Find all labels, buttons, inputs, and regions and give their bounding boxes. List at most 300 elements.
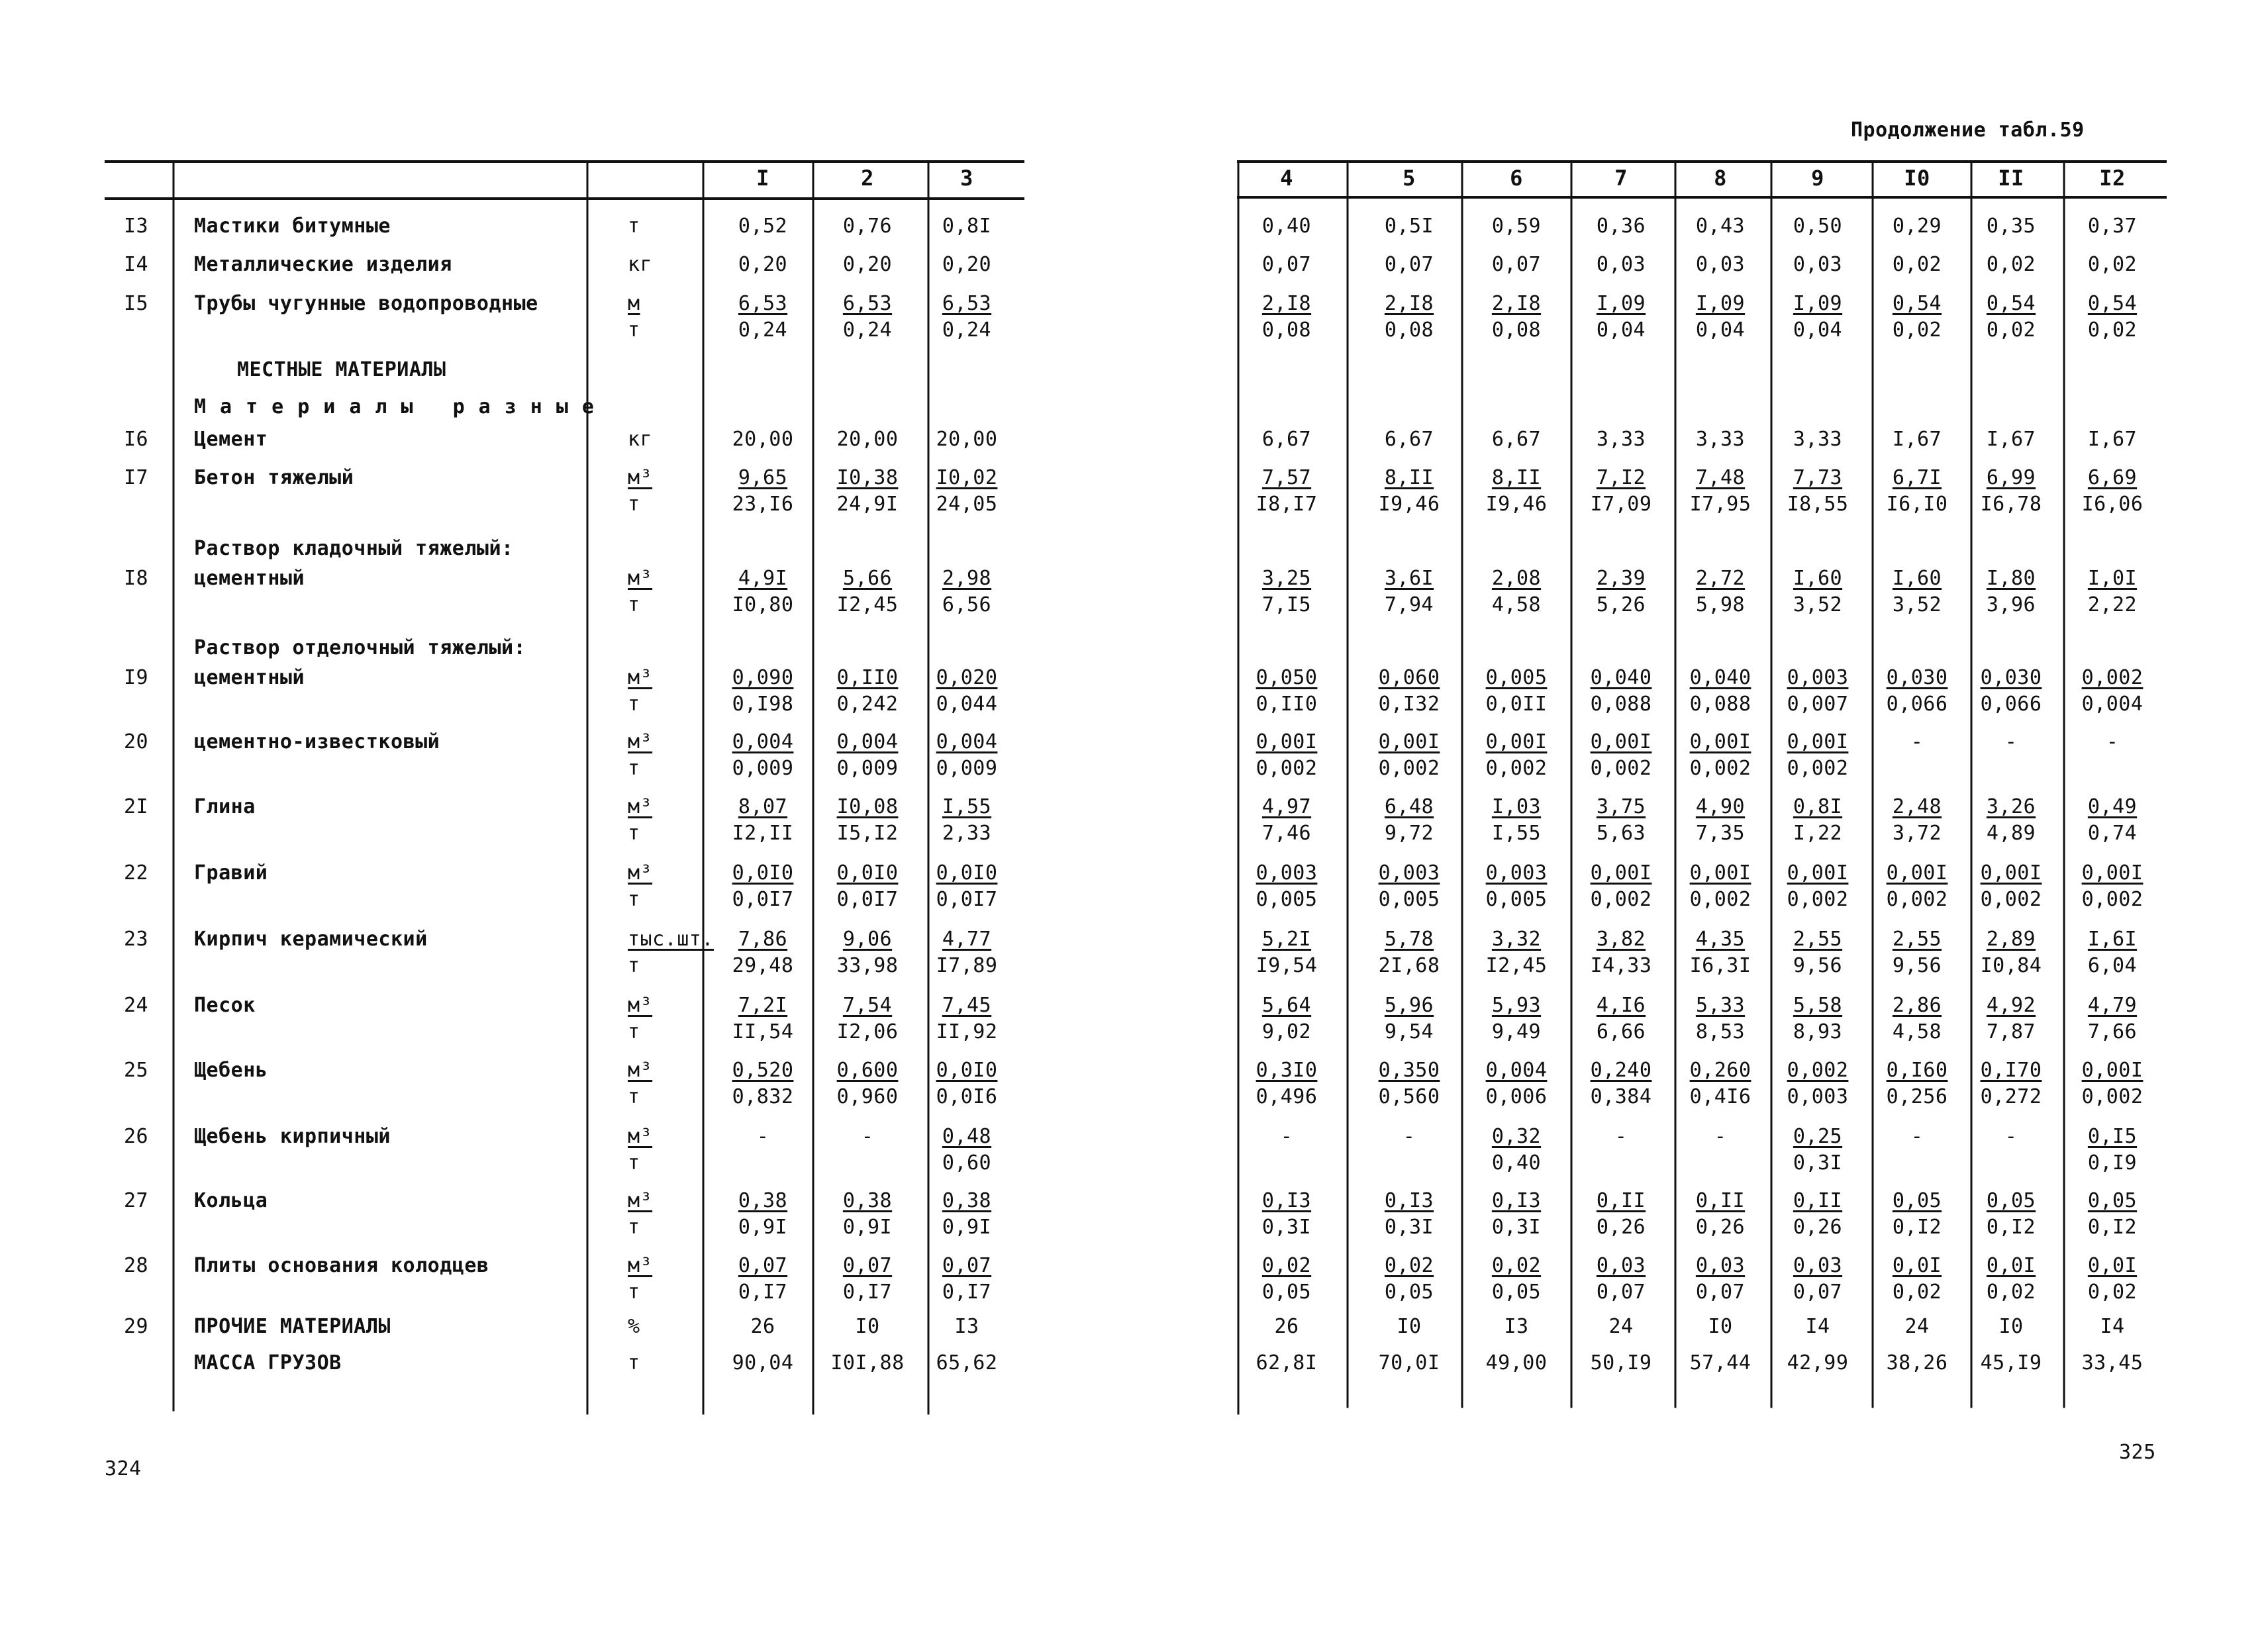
row-number: I5 bbox=[124, 292, 149, 315]
unit-label: т bbox=[628, 1351, 640, 1375]
value-cell: 0,02 bbox=[1892, 1280, 1942, 1304]
value-cell: 5,93 bbox=[1491, 994, 1542, 1017]
value-cell: 0,00I bbox=[1787, 861, 1849, 885]
value-cell: 0,52 bbox=[738, 215, 788, 238]
value-cell: 5,26 bbox=[1596, 593, 1646, 616]
value-cell: 0,002 bbox=[1590, 757, 1652, 780]
column-header: 6 bbox=[1510, 166, 1523, 191]
value-cell: I7,95 bbox=[1689, 493, 1751, 516]
unit-label: м³ bbox=[628, 1125, 653, 1148]
value-cell: 65,62 bbox=[936, 1351, 998, 1375]
value-cell: 7,73 bbox=[1793, 466, 1843, 489]
value-cell: 0,54 bbox=[1986, 292, 2036, 315]
value-cell: 0,05 bbox=[1986, 1189, 2036, 1212]
value-cell: 0,08 bbox=[1261, 318, 1312, 342]
value-cell: 0,002 bbox=[1256, 757, 1318, 780]
row-number: I6 bbox=[124, 428, 149, 451]
value-cell: 0,07 bbox=[942, 1254, 992, 1277]
value-cell: 0,005 bbox=[1485, 888, 1548, 911]
value-cell: 0,I9 bbox=[2087, 1151, 2138, 1175]
value-cell: 2I,68 bbox=[1378, 954, 1440, 977]
value-cell: - bbox=[1910, 1125, 1924, 1148]
value-cell: 0,9I bbox=[738, 1216, 788, 1239]
value-cell: 26 bbox=[1274, 1315, 1299, 1338]
value-cell: 2,39 bbox=[1596, 567, 1646, 590]
value-cell: 6,67 bbox=[1384, 428, 1434, 451]
value-cell: 0,II0 bbox=[1256, 693, 1318, 716]
value-cell: 0,0I6 bbox=[936, 1085, 998, 1108]
value-cell: 0,02 bbox=[2087, 253, 2138, 276]
unit-label: м³ bbox=[628, 567, 653, 590]
row-number: 28 bbox=[124, 1254, 149, 1277]
value-cell: 0,I32 bbox=[1378, 693, 1440, 716]
value-cell: 0,0I7 bbox=[836, 888, 899, 911]
column-header: 8 bbox=[1714, 166, 1727, 191]
unit-label: т bbox=[628, 1085, 640, 1108]
value-cell: 0,I3 bbox=[1261, 1189, 1312, 1212]
value-cell: 4,97 bbox=[1261, 795, 1312, 818]
value-cell: 0,02 bbox=[1892, 253, 1942, 276]
column-header: 4 bbox=[1280, 166, 1293, 191]
value-cell: 8,93 bbox=[1793, 1020, 1843, 1043]
value-cell: 3,96 bbox=[1986, 593, 2036, 616]
value-cell: 0,08 bbox=[1384, 318, 1434, 342]
value-cell: 0,004 bbox=[2081, 693, 2144, 716]
value-cell: 0,02 bbox=[1491, 1254, 1542, 1277]
column-header: I0 bbox=[1904, 166, 1930, 191]
value-cell: 0,07 bbox=[1793, 1280, 1843, 1304]
value-cell: 29,48 bbox=[732, 954, 794, 977]
value-cell: - bbox=[756, 1125, 769, 1148]
value-cell: 0,560 bbox=[1378, 1085, 1440, 1108]
value-cell: 0,0I bbox=[1892, 1254, 1942, 1277]
value-cell: I,60 bbox=[1793, 567, 1843, 590]
value-cell: 0,030 bbox=[1980, 666, 2042, 689]
unit-label: тыс.шт. bbox=[628, 928, 714, 951]
value-cell: 0,0I0 bbox=[732, 861, 794, 885]
value-cell: 4,79 bbox=[2087, 994, 2138, 1017]
section-heading: МЕСТНЫЕ МАТЕРИАЛЫ bbox=[237, 358, 446, 381]
value-cell: - bbox=[1910, 730, 1924, 753]
value-cell: 0,I2 bbox=[2087, 1216, 2138, 1239]
value-cell: 9,56 bbox=[1892, 954, 1942, 977]
value-cell: 8,II bbox=[1384, 466, 1434, 489]
value-cell: 0,07 bbox=[1596, 1280, 1646, 1304]
value-cell: I,67 bbox=[1892, 428, 1942, 451]
value-cell: 0,20 bbox=[842, 253, 893, 276]
unit-label: т bbox=[628, 1216, 640, 1239]
value-cell: 0,0I bbox=[1986, 1254, 2036, 1277]
value-cell: 7,46 bbox=[1261, 822, 1312, 845]
value-cell: 0,496 bbox=[1256, 1085, 1318, 1108]
value-cell: 0,32 bbox=[1491, 1125, 1542, 1148]
value-cell: 0,54 bbox=[1892, 292, 1942, 315]
value-cell: 0,044 bbox=[936, 693, 998, 716]
value-cell: 0,006 bbox=[1485, 1085, 1548, 1108]
value-cell: 3,25 bbox=[1261, 567, 1312, 590]
unit-label: т bbox=[628, 757, 640, 780]
value-cell: 0,I70 bbox=[1980, 1059, 2042, 1082]
value-cell: 0,00I bbox=[2081, 1059, 2144, 1082]
value-cell: 0,0I7 bbox=[732, 888, 794, 911]
value-cell: 0,060 bbox=[1378, 666, 1440, 689]
value-cell: 0,004 bbox=[732, 730, 794, 753]
value-cell: I0,84 bbox=[1980, 954, 2042, 977]
section-heading: Раствор отделочный тяжелый: bbox=[194, 636, 526, 659]
value-cell: 0,40 bbox=[1491, 1151, 1542, 1175]
row-name: цементный bbox=[194, 666, 305, 689]
value-cell: 0,02 bbox=[2087, 1280, 2138, 1304]
value-cell: 4,58 bbox=[1892, 1020, 1942, 1043]
row-name: МАССА ГРУЗОВ bbox=[194, 1351, 342, 1375]
value-cell: 0,59 bbox=[1491, 215, 1542, 238]
value-cell: 3,33 bbox=[1596, 428, 1646, 451]
value-cell: I0,80 bbox=[732, 593, 794, 616]
unit-label: т bbox=[628, 888, 640, 911]
value-cell: 0,960 bbox=[836, 1085, 899, 1108]
column-header: 5 bbox=[1403, 166, 1416, 191]
value-cell: 33,98 bbox=[836, 954, 899, 977]
row-name: Мастики битумные bbox=[194, 215, 391, 238]
row-name: Цемент bbox=[194, 428, 268, 451]
value-cell: 0,76 bbox=[842, 215, 893, 238]
value-cell: 0,00I bbox=[1689, 730, 1751, 753]
value-cell: 7,48 bbox=[1695, 466, 1746, 489]
value-cell: 0,08 bbox=[1491, 318, 1542, 342]
value-cell: I7,09 bbox=[1590, 493, 1652, 516]
value-cell: 24,05 bbox=[936, 493, 998, 516]
row-number: I7 bbox=[124, 466, 149, 489]
value-cell: 0,004 bbox=[836, 730, 899, 753]
value-cell: I6,78 bbox=[1980, 493, 2042, 516]
value-cell: 2,98 bbox=[942, 567, 992, 590]
value-cell: 4,92 bbox=[1986, 994, 2036, 1017]
value-cell: 7,I5 bbox=[1261, 593, 1312, 616]
value-cell: 33,45 bbox=[2081, 1351, 2144, 1375]
value-cell: 0,26 bbox=[1695, 1216, 1746, 1239]
value-cell: 5,64 bbox=[1261, 994, 1312, 1017]
value-cell: 3,52 bbox=[1892, 593, 1942, 616]
value-cell: 9,06 bbox=[842, 928, 893, 951]
value-cell: 0,38 bbox=[842, 1189, 893, 1212]
value-cell: 0,38 bbox=[942, 1189, 992, 1212]
value-cell: 0,007 bbox=[1787, 693, 1849, 716]
value-cell: 2,48 bbox=[1892, 795, 1942, 818]
value-cell: 6,48 bbox=[1384, 795, 1434, 818]
value-cell: 0,02 bbox=[2087, 318, 2138, 342]
row-name: цементный bbox=[194, 567, 305, 590]
value-cell: 0,832 bbox=[732, 1085, 794, 1108]
unit-label: м³ bbox=[628, 795, 653, 818]
value-cell: - bbox=[1614, 1125, 1628, 1148]
value-cell: I3 bbox=[1504, 1315, 1529, 1338]
value-cell: - bbox=[1714, 1125, 1727, 1148]
value-cell: 0,I60 bbox=[1886, 1059, 1948, 1082]
value-cell: 0,020 bbox=[936, 666, 998, 689]
unit-label: м³ bbox=[628, 1189, 653, 1212]
row-name: Трубы чугунные водопроводные bbox=[194, 292, 538, 315]
value-cell: 2,72 bbox=[1695, 567, 1746, 590]
value-cell: 0,066 bbox=[1980, 693, 2042, 716]
value-cell: 0,I98 bbox=[732, 693, 794, 716]
row-number: 25 bbox=[124, 1059, 149, 1082]
value-cell: 70,0I bbox=[1378, 1351, 1440, 1375]
value-cell: I,09 bbox=[1695, 292, 1746, 315]
value-cell: 0,04 bbox=[1695, 318, 1746, 342]
row-name: Плиты основания колодцев bbox=[194, 1254, 489, 1277]
value-cell: 6,53 bbox=[738, 292, 788, 315]
value-cell: I4,33 bbox=[1590, 954, 1652, 977]
value-cell: 3,6I bbox=[1384, 567, 1434, 590]
value-cell: 9,02 bbox=[1261, 1020, 1312, 1043]
value-cell: 0,36 bbox=[1596, 215, 1646, 238]
row-number: I8 bbox=[124, 567, 149, 590]
value-cell: 0,04 bbox=[1793, 318, 1843, 342]
value-cell: 0,03 bbox=[1596, 253, 1646, 276]
value-cell: 20,00 bbox=[936, 428, 998, 451]
value-cell: 0,003 bbox=[1787, 1085, 1849, 1108]
value-cell: 0,02 bbox=[1986, 253, 2036, 276]
value-cell: 0,050 bbox=[1256, 666, 1318, 689]
value-cell: 38,26 bbox=[1886, 1351, 1948, 1375]
value-cell: 4,35 bbox=[1695, 928, 1746, 951]
value-cell: 0,03 bbox=[1793, 1254, 1843, 1277]
unit-label: м³ bbox=[628, 666, 653, 689]
value-cell: 3,52 bbox=[1793, 593, 1843, 616]
value-cell: 0,003 bbox=[1256, 861, 1318, 885]
value-cell: 0,030 bbox=[1886, 666, 1948, 689]
value-cell: I,55 bbox=[1491, 822, 1542, 845]
value-cell: 24 bbox=[1608, 1315, 1634, 1338]
value-cell: 0,003 bbox=[1378, 861, 1440, 885]
value-cell: I2,45 bbox=[836, 593, 899, 616]
value-cell: 6,66 bbox=[1596, 1020, 1646, 1043]
value-cell: II,92 bbox=[936, 1020, 998, 1043]
value-cell: 0,003 bbox=[1787, 666, 1849, 689]
value-cell: 5,58 bbox=[1793, 994, 1843, 1017]
value-cell: 0,00I bbox=[1485, 730, 1548, 753]
value-cell: 0,002 bbox=[2081, 1085, 2144, 1108]
value-cell: 0,4I6 bbox=[1689, 1085, 1751, 1108]
value-cell: 0,260 bbox=[1689, 1059, 1751, 1082]
value-cell: 0,3I bbox=[1491, 1216, 1542, 1239]
value-cell: 0,040 bbox=[1689, 666, 1751, 689]
value-cell: 7,66 bbox=[2087, 1020, 2138, 1043]
value-cell: I4 bbox=[1805, 1315, 1830, 1338]
value-cell: 6,53 bbox=[842, 292, 893, 315]
column-header: 9 bbox=[1811, 166, 1824, 191]
page-number-right: 325 bbox=[2119, 1441, 2156, 1464]
value-cell: I0I,88 bbox=[830, 1351, 905, 1375]
unit-label: м³ bbox=[628, 861, 653, 885]
value-cell: I7,89 bbox=[936, 954, 998, 977]
unit-label: м³ bbox=[628, 1254, 653, 1277]
value-cell: I,09 bbox=[1596, 292, 1646, 315]
value-cell: 4,90 bbox=[1695, 795, 1746, 818]
value-cell: 0,004 bbox=[936, 730, 998, 753]
value-cell: 0,I5 bbox=[2087, 1125, 2138, 1148]
unit-label: т bbox=[628, 1280, 640, 1304]
unit-label: м³ bbox=[628, 466, 653, 489]
row-name: Щебень bbox=[194, 1059, 268, 1082]
value-cell: 4,I6 bbox=[1596, 994, 1646, 1017]
value-cell: I0,38 bbox=[836, 466, 899, 489]
unit-label: т bbox=[628, 593, 640, 616]
value-cell: 0,07 bbox=[738, 1254, 788, 1277]
value-cell: 0,009 bbox=[732, 757, 794, 780]
value-cell: 0,03 bbox=[1695, 253, 1746, 276]
value-cell: 0,009 bbox=[836, 757, 899, 780]
value-cell: 0,3I bbox=[1261, 1216, 1312, 1239]
value-cell: 0,54 bbox=[2087, 292, 2138, 315]
row-number: 23 bbox=[124, 928, 149, 951]
unit-label: т bbox=[628, 822, 640, 845]
value-cell: 0,20 bbox=[942, 253, 992, 276]
value-cell: 2,89 bbox=[1986, 928, 2036, 951]
value-cell: 0,50 bbox=[1793, 215, 1843, 238]
value-cell: 0,00I bbox=[1787, 730, 1849, 753]
value-cell: 26 bbox=[750, 1315, 775, 1338]
value-cell: 0,00I bbox=[1590, 861, 1652, 885]
value-cell: 0,8I bbox=[942, 215, 992, 238]
value-cell: 6,53 bbox=[942, 292, 992, 315]
value-cell: 0,03 bbox=[1793, 253, 1843, 276]
value-cell: 0,I2 bbox=[1986, 1216, 2036, 1239]
value-cell: I9,46 bbox=[1485, 493, 1548, 516]
value-cell: 0,07 bbox=[1261, 253, 1312, 276]
value-cell: 0,9I bbox=[842, 1216, 893, 1239]
value-cell: 0,350 bbox=[1378, 1059, 1440, 1082]
value-cell: 7,54 bbox=[842, 994, 893, 1017]
value-cell: 5,66 bbox=[842, 567, 893, 590]
value-cell: 9,49 bbox=[1491, 1020, 1542, 1043]
value-cell: 7,45 bbox=[942, 994, 992, 1017]
value-cell: 0,II bbox=[1596, 1189, 1646, 1212]
value-cell: I,6I bbox=[2087, 928, 2138, 951]
value-cell: 0,0I bbox=[2087, 1254, 2138, 1277]
value-cell: 0,004 bbox=[1485, 1059, 1548, 1082]
value-cell: 0,242 bbox=[836, 693, 899, 716]
value-cell: - bbox=[861, 1125, 874, 1148]
value-cell: 0,003 bbox=[1485, 861, 1548, 885]
value-cell: 3,33 bbox=[1695, 428, 1746, 451]
value-cell: 0,02 bbox=[1261, 1254, 1312, 1277]
value-cell: 4,58 bbox=[1491, 593, 1542, 616]
unit-label: м³ bbox=[628, 730, 653, 753]
value-cell: 5,98 bbox=[1695, 593, 1746, 616]
value-cell: 0,II bbox=[1793, 1189, 1843, 1212]
value-cell: 6,67 bbox=[1261, 428, 1312, 451]
value-cell: 2,55 bbox=[1892, 928, 1942, 951]
value-cell: 0,74 bbox=[2087, 822, 2138, 845]
value-cell: 49,00 bbox=[1485, 1351, 1548, 1375]
value-cell: 3,82 bbox=[1596, 928, 1646, 951]
value-cell: 0,05 bbox=[2087, 1189, 2138, 1212]
value-cell: 0,002 bbox=[1787, 757, 1849, 780]
value-cell: 2,86 bbox=[1892, 994, 1942, 1017]
value-cell: 2,33 bbox=[942, 822, 992, 845]
unit-label: м bbox=[628, 292, 640, 315]
value-cell: 0,005 bbox=[1256, 888, 1318, 911]
value-cell: 45,I9 bbox=[1980, 1351, 2042, 1375]
value-cell: 0,256 bbox=[1886, 1085, 1948, 1108]
value-cell: 0,03 bbox=[1596, 1254, 1646, 1277]
value-cell: 3,33 bbox=[1793, 428, 1843, 451]
value-cell: 42,99 bbox=[1787, 1351, 1849, 1375]
value-cell: 0,37 bbox=[2087, 215, 2138, 238]
value-cell: I,0I bbox=[2087, 567, 2138, 590]
value-cell: 0,00I bbox=[2081, 861, 2144, 885]
value-cell: 0,26 bbox=[1793, 1216, 1843, 1239]
value-cell: 0,0I0 bbox=[836, 861, 899, 885]
value-cell: I2,06 bbox=[836, 1020, 899, 1043]
value-cell: I0 bbox=[1397, 1315, 1422, 1338]
value-cell: 4,9I bbox=[738, 567, 788, 590]
value-cell: 0,00I bbox=[1378, 730, 1440, 753]
column-header: 3 bbox=[960, 166, 973, 191]
value-cell: 24 bbox=[1904, 1315, 1930, 1338]
value-cell: 0,02 bbox=[1986, 318, 2036, 342]
value-cell: I8,I7 bbox=[1256, 493, 1318, 516]
value-cell: 0,520 bbox=[732, 1059, 794, 1082]
value-cell: 5,33 bbox=[1695, 994, 1746, 1017]
row-name: Щебень кирпичный bbox=[194, 1125, 391, 1148]
value-cell: 0,5I bbox=[1384, 215, 1434, 238]
value-cell: 0,002 bbox=[1689, 757, 1751, 780]
value-cell: 0,002 bbox=[2081, 888, 2144, 911]
row-number: 20 bbox=[124, 730, 149, 753]
unit-label: т bbox=[628, 1020, 640, 1043]
value-cell: 3,26 bbox=[1986, 795, 2036, 818]
value-cell: I4 bbox=[2100, 1315, 2125, 1338]
column-header: 7 bbox=[1614, 166, 1628, 191]
value-cell: I,80 bbox=[1986, 567, 2036, 590]
row-name: Кольца bbox=[194, 1189, 268, 1212]
value-cell: 0,24 bbox=[942, 318, 992, 342]
value-cell: 9,65 bbox=[738, 466, 788, 489]
value-cell: 5,2I bbox=[1261, 928, 1312, 951]
value-cell: 0,03 bbox=[1695, 1254, 1746, 1277]
value-cell: 0,05 bbox=[1261, 1280, 1312, 1304]
value-cell: I0 bbox=[1998, 1315, 2024, 1338]
value-cell: 0,29 bbox=[1892, 215, 1942, 238]
value-cell: 7,35 bbox=[1695, 822, 1746, 845]
value-cell: I8,55 bbox=[1787, 493, 1849, 516]
value-cell: 0,088 bbox=[1590, 693, 1652, 716]
unit-label: т bbox=[628, 954, 640, 977]
row-name: цементно-известковый bbox=[194, 730, 440, 753]
value-cell: 0,002 bbox=[2081, 666, 2144, 689]
value-cell: 0,II0 bbox=[836, 666, 899, 689]
value-cell: 0,002 bbox=[1787, 1059, 1849, 1082]
value-cell: 0,I3 bbox=[1384, 1189, 1434, 1212]
value-cell: 7,57 bbox=[1261, 466, 1312, 489]
value-cell: 0,I7 bbox=[842, 1280, 893, 1304]
value-cell: 0,0I7 bbox=[936, 888, 998, 911]
row-number: I9 bbox=[124, 666, 149, 689]
value-cell: I0 bbox=[1708, 1315, 1733, 1338]
value-cell: 0,00I bbox=[1980, 861, 2042, 885]
value-cell: 0,002 bbox=[1378, 757, 1440, 780]
value-cell: 3,72 bbox=[1892, 822, 1942, 845]
value-cell: 0,002 bbox=[1590, 888, 1652, 911]
value-cell: 0,3I bbox=[1793, 1151, 1843, 1175]
unit-label: т bbox=[628, 693, 640, 716]
value-cell: 0,0I0 bbox=[936, 861, 998, 885]
value-cell: 0,088 bbox=[1689, 693, 1751, 716]
value-cell: 0,26 bbox=[1596, 1216, 1646, 1239]
value-cell: 0,07 bbox=[1384, 253, 1434, 276]
